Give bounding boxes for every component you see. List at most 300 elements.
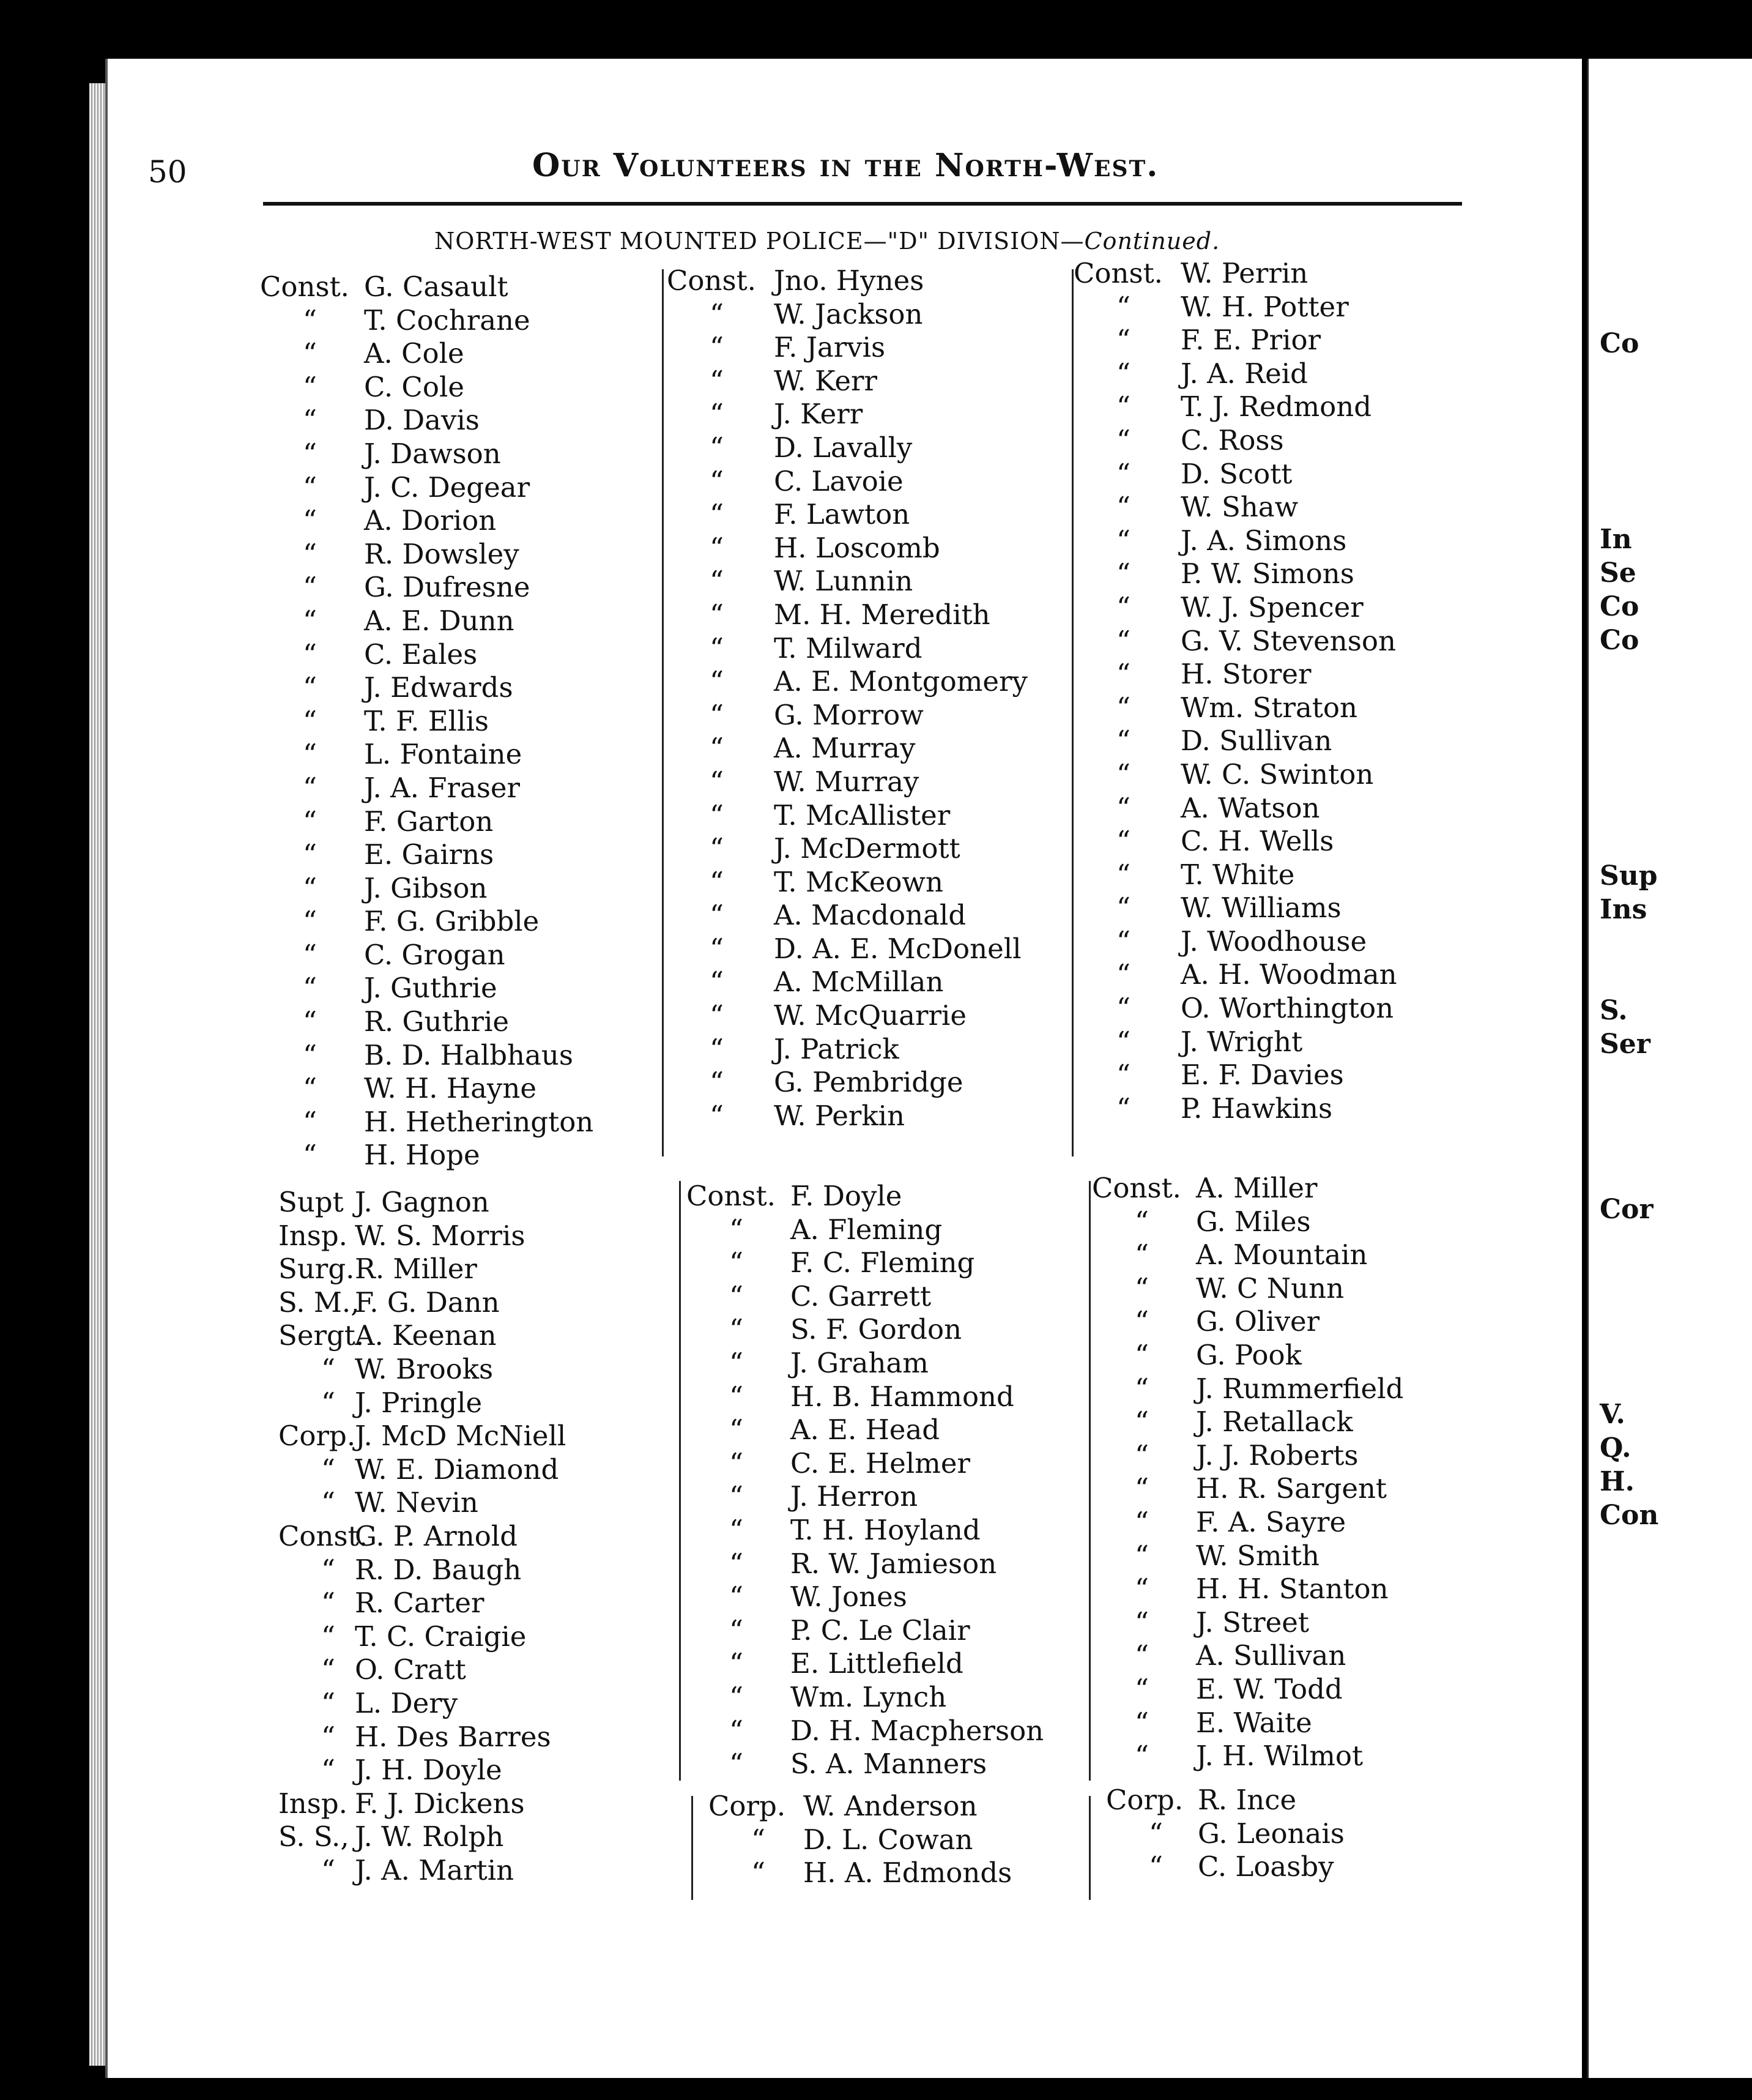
fragment: Ins — [1600, 894, 1647, 925]
roster-entry — [260, 838, 651, 872]
rank-label: “ — [1116, 925, 1131, 958]
roster-entry — [686, 1480, 1090, 1514]
member-name: R. Miller — [355, 1253, 477, 1286]
member-name: J. Patrick — [774, 1032, 899, 1065]
member-name: G. Casault — [364, 270, 508, 303]
member-name: W. S. Morris — [355, 1219, 525, 1252]
member-name: T. Cochrane — [364, 303, 530, 337]
member-name: W. E. Diamond — [355, 1453, 559, 1486]
rank-label: “ — [1116, 557, 1131, 590]
member-name: F. Doyle — [790, 1180, 902, 1212]
member-name: W. Nevin — [355, 1486, 478, 1519]
roster-entry — [1074, 992, 1477, 1026]
roster-entry — [278, 1754, 670, 1787]
roster-entry — [1092, 1639, 1496, 1673]
rank-label: “ — [1135, 1406, 1149, 1439]
roster-entry — [278, 1253, 670, 1286]
rank-label: “ — [1116, 892, 1131, 925]
roster-entry — [667, 565, 1071, 598]
roster-entry — [1074, 1059, 1477, 1092]
member-name: A. Watson — [1181, 791, 1320, 824]
rank-label: “ — [710, 631, 724, 665]
roster-entry — [278, 1186, 670, 1219]
member-name: W. Murray — [774, 765, 919, 798]
member-name: H. R. Sargent — [1196, 1472, 1387, 1505]
member-name: J. Gagnon — [355, 1186, 489, 1218]
roster-entry — [1074, 458, 1477, 491]
member-name: P. C. Le Clair — [790, 1614, 970, 1647]
member-name: E. F. Davies — [1181, 1059, 1344, 1092]
roster-entry — [1074, 658, 1477, 691]
roster-entry — [1074, 390, 1477, 424]
rank-label: “ — [710, 1099, 724, 1132]
member-name: F. A. Sayre — [1196, 1505, 1346, 1538]
member-name: D. A. E. McDonell — [774, 932, 1022, 965]
roster-entry — [1092, 1372, 1496, 1406]
member-name: G. Pook — [1196, 1338, 1302, 1371]
member-name: J. Graham — [790, 1346, 929, 1379]
member-name: G. Dufresne — [364, 571, 530, 604]
roster-entry — [1074, 357, 1477, 391]
rank-label: “ — [1116, 1092, 1131, 1125]
rank-label: “ — [1116, 992, 1131, 1025]
roster-entry — [260, 1039, 651, 1073]
member-name: J. Edwards — [364, 671, 513, 704]
rank-label: “ — [1135, 1338, 1149, 1371]
member-name: E. W. Todd — [1196, 1672, 1343, 1705]
roster-entry — [667, 264, 1071, 298]
roster-entry — [667, 431, 1071, 465]
member-name: A. Miller — [1196, 1172, 1318, 1204]
roster-entry — [1092, 1238, 1496, 1272]
member-name: G. Leonais — [1198, 1817, 1345, 1850]
rank-label: “ — [321, 1486, 336, 1519]
member-name: W. Brooks — [355, 1352, 494, 1385]
roster-entry — [260, 337, 651, 371]
rank-label: “ — [710, 565, 724, 598]
member-name: R. Carter — [355, 1587, 484, 1620]
member-name: T. McAllister — [774, 799, 951, 832]
rank-label: “ — [1135, 1539, 1149, 1572]
rank-label: “ — [1116, 658, 1131, 691]
member-name: D. Lavally — [774, 431, 913, 464]
fragment: Ser — [1600, 1029, 1650, 1060]
roster-entry — [1074, 892, 1477, 925]
rank-label: “ — [729, 1614, 744, 1647]
roster-entry — [260, 939, 651, 972]
rank-label: “ — [729, 1547, 744, 1580]
roster-entry — [667, 498, 1071, 532]
member-name: P. Hawkins — [1181, 1092, 1333, 1125]
member-name: M. H. Meredith — [774, 598, 990, 631]
roster-entry — [686, 1413, 1090, 1447]
rank-label: “ — [321, 1553, 336, 1586]
rank-label: “ — [303, 537, 317, 570]
rank-label: “ — [303, 471, 317, 504]
member-name: J. C. Degear — [364, 471, 530, 504]
roster-entry — [1092, 1172, 1496, 1205]
rank-label: “ — [1116, 390, 1131, 423]
rank-label: “ — [321, 1453, 336, 1486]
rank-label: “ — [1116, 324, 1131, 357]
member-name: A. E. Head — [790, 1413, 940, 1447]
member-name: A. E. Montgomery — [774, 665, 1028, 698]
roster-entry — [1074, 557, 1477, 591]
roster-entry — [708, 1823, 1088, 1857]
roster-entry — [667, 933, 1071, 966]
member-name: R. Ince — [1198, 1784, 1297, 1816]
roster-entry — [1092, 1439, 1496, 1473]
roster-entry — [278, 1653, 670, 1687]
rank-label: Corp. — [708, 1790, 786, 1822]
member-name: A. Dorion — [364, 504, 497, 537]
rank-label: “ — [1135, 1205, 1149, 1238]
rank-label: “ — [321, 1653, 336, 1686]
member-name: W. H. Potter — [1181, 290, 1349, 323]
roster-entry — [278, 1486, 670, 1520]
rank-label: “ — [303, 805, 317, 838]
member-name: W. C Nunn — [1196, 1272, 1345, 1305]
roster-entry — [260, 471, 651, 505]
rank-label: “ — [710, 364, 724, 397]
roster-entry — [686, 1347, 1090, 1380]
rank-label: “ — [1116, 491, 1131, 524]
member-name: T. White — [1181, 858, 1295, 891]
fragment: Se — [1600, 557, 1636, 589]
rank-label: “ — [729, 1413, 744, 1447]
roster-entry — [278, 1420, 670, 1453]
rank-label: Const. — [1092, 1172, 1181, 1204]
roster-entry — [667, 331, 1071, 365]
member-name: W. H. Hayne — [364, 1072, 536, 1105]
member-name: Jno. Hynes — [774, 264, 924, 297]
member-name: W. McQuarrie — [774, 999, 967, 1032]
fragment: Con — [1600, 1500, 1659, 1531]
division-title: NORTH-WEST MOUNTED POLICE—"D" DIVISION— — [434, 228, 1085, 255]
member-name: R. W. Jamieson — [790, 1547, 997, 1580]
member-name: J. Gibson — [364, 871, 488, 904]
member-name: W. C. Swinton — [1181, 758, 1374, 791]
roster-entry — [667, 732, 1071, 765]
roster-entry — [260, 1072, 651, 1106]
member-name: A. Fleming — [790, 1213, 943, 1246]
member-name: E. Waite — [1196, 1706, 1312, 1739]
rank-label: “ — [710, 765, 724, 798]
member-name: A. Macdonald — [774, 899, 967, 932]
roster-entry — [278, 1854, 670, 1888]
rank-label: “ — [1116, 691, 1131, 724]
roster-entry — [1074, 925, 1477, 959]
rank-label: “ — [710, 1066, 724, 1099]
facing-page — [1587, 59, 1752, 2078]
roster-entry — [686, 1514, 1090, 1547]
member-name: W. Perkin — [774, 1099, 905, 1132]
roster-entry — [1092, 1272, 1496, 1306]
rank-label: “ — [1149, 1850, 1164, 1883]
running-title: Our Volunteers in the North-West. — [532, 147, 1159, 184]
roster-entry — [667, 632, 1071, 666]
rank-label: “ — [1135, 1672, 1149, 1705]
roster-entry — [667, 1100, 1071, 1133]
roster-entry — [667, 665, 1071, 699]
member-name: J. H. Doyle — [355, 1754, 502, 1787]
rank-label: “ — [1116, 624, 1131, 657]
roster-entry — [260, 705, 651, 739]
member-name: C. Ross — [1181, 423, 1284, 456]
member-name: Wm. Straton — [1181, 691, 1357, 724]
roster-entry — [278, 1721, 670, 1754]
roster-entry — [686, 1213, 1090, 1247]
roster-entry — [1074, 591, 1477, 625]
rank-label: “ — [303, 1105, 317, 1138]
member-name: W. Jones — [790, 1581, 907, 1614]
rank-label: “ — [729, 1647, 744, 1680]
rank-label: “ — [710, 865, 724, 898]
roster-entry — [1092, 1205, 1496, 1239]
roster-entry — [1074, 524, 1477, 558]
rank-label: “ — [303, 1072, 317, 1105]
roster-entry — [1092, 1573, 1496, 1606]
rank-label: “ — [303, 1005, 317, 1038]
roster-entry — [1074, 625, 1477, 658]
rank-label: “ — [1116, 590, 1131, 624]
rank-label: “ — [751, 1856, 766, 1890]
member-name: J. Retallack — [1196, 1406, 1353, 1439]
member-name: F. G. Dann — [355, 1286, 500, 1319]
roster-entry — [1092, 1740, 1496, 1773]
rank-label: “ — [710, 331, 724, 364]
roster-entry — [260, 638, 651, 672]
rank-label: “ — [1116, 1059, 1131, 1092]
rank-label: “ — [1116, 758, 1131, 791]
member-name: C. Grogan — [364, 938, 505, 971]
member-name: W. Jackson — [774, 297, 923, 330]
roster-entry — [1074, 691, 1477, 725]
rank-label: “ — [710, 531, 724, 564]
rank-label: “ — [1135, 1238, 1149, 1272]
member-name: F. J. Dickens — [355, 1787, 525, 1820]
member-name: T. McKeown — [774, 865, 943, 898]
roster-entry — [260, 371, 651, 404]
member-name: T. Milward — [774, 631, 922, 665]
member-name: C. Lavoie — [774, 464, 904, 497]
rank-label: “ — [303, 771, 317, 804]
member-name: H. Des Barres — [355, 1720, 551, 1753]
rank-label: “ — [710, 698, 724, 731]
rank-label: “ — [710, 297, 724, 330]
roster-entry — [667, 465, 1071, 499]
rank-label: “ — [710, 598, 724, 631]
rank-label: “ — [303, 437, 317, 470]
column-divider — [691, 1796, 693, 1900]
member-name: A. Mountain — [1196, 1238, 1368, 1272]
member-name: C. Cole — [364, 370, 464, 403]
roster-entry — [667, 999, 1071, 1033]
rank-label: “ — [303, 303, 317, 337]
roster-entry — [667, 799, 1071, 833]
member-name: J. J. Roberts — [1196, 1439, 1359, 1472]
roster-entry — [686, 1647, 1090, 1681]
rank-label: “ — [321, 1352, 336, 1385]
member-name: H. Hope — [364, 1139, 480, 1172]
roster-entry — [1074, 958, 1477, 992]
roster-entry — [278, 1620, 670, 1654]
member-name: W. Kerr — [774, 364, 878, 397]
member-name: G. Morrow — [774, 698, 924, 731]
member-name: F. Lawton — [774, 498, 910, 531]
roster-entry — [686, 1748, 1090, 1781]
roster-entry — [1092, 1707, 1496, 1740]
member-name: Wm. Lynch — [790, 1680, 947, 1713]
roster-entry — [278, 1687, 670, 1721]
roster-entry — [686, 1180, 1090, 1213]
rank-label: “ — [1135, 1305, 1149, 1338]
member-name: G. Oliver — [1196, 1305, 1320, 1338]
member-name: S. A. Manners — [790, 1748, 987, 1781]
member-name: L. Fontaine — [364, 738, 522, 771]
roster-entry — [686, 1447, 1090, 1481]
member-name: A. H. Woodman — [1181, 958, 1397, 991]
rank-label: “ — [1135, 1740, 1149, 1773]
roster-entry — [260, 805, 651, 839]
roster-entry — [260, 772, 651, 805]
member-name: C. Loasby — [1198, 1850, 1334, 1883]
roster-entry — [260, 304, 651, 338]
member-name: T. J. Redmond — [1181, 390, 1372, 423]
roster-entry — [1092, 1673, 1496, 1707]
fragment: H. — [1600, 1466, 1635, 1497]
member-name: J. A. Simons — [1181, 524, 1347, 557]
rank-label: “ — [710, 999, 724, 1032]
rank-label: “ — [751, 1823, 766, 1856]
roster-entry — [260, 738, 651, 772]
member-name: L. Dery — [355, 1686, 458, 1719]
member-name: F. Jarvis — [774, 331, 886, 364]
roster-entry — [260, 1106, 651, 1139]
roster-entry — [686, 1681, 1090, 1715]
rank-label: “ — [303, 1038, 317, 1071]
roster-entry — [1074, 758, 1477, 792]
member-name: F. E. Prior — [1181, 324, 1321, 357]
roster-entry — [260, 438, 651, 471]
member-name: J. Pringle — [355, 1386, 483, 1419]
roster-entry — [1074, 792, 1477, 825]
member-name: R. D. Baugh — [355, 1553, 522, 1586]
member-name: S. F. Gordon — [790, 1313, 962, 1346]
roster-entry — [278, 1286, 670, 1320]
member-name: D. H. Macpherson — [790, 1714, 1044, 1747]
roster-entry — [260, 1005, 651, 1039]
rank-label: “ — [1135, 1606, 1149, 1639]
roster-entry — [708, 1790, 1088, 1823]
rank-label: “ — [710, 665, 724, 698]
member-name: G. Pembridge — [774, 1066, 963, 1099]
roster-entry — [278, 1587, 670, 1620]
rank-label: “ — [321, 1754, 336, 1787]
rank-label: “ — [710, 1032, 724, 1065]
member-name: D. Davis — [364, 404, 480, 437]
rank-label: “ — [729, 1513, 744, 1546]
member-name: A. Murray — [774, 732, 916, 765]
rank-label: “ — [729, 1246, 744, 1279]
member-name: B. D. Halbhaus — [364, 1038, 573, 1071]
rank-label: “ — [1135, 1639, 1149, 1672]
rank-label: Surg. — [278, 1253, 355, 1286]
roster-entry — [278, 1387, 670, 1420]
continued-label: Continued. — [1084, 228, 1220, 255]
rank-label: “ — [303, 871, 317, 904]
member-name: J. Guthrie — [364, 972, 497, 1005]
fragment: Co — [1600, 328, 1639, 359]
rank-label: “ — [1116, 457, 1131, 490]
member-name: E. Gairns — [364, 838, 494, 871]
roster-entry — [686, 1313, 1090, 1347]
member-name: J. Herron — [790, 1480, 918, 1513]
rank-label: “ — [1116, 958, 1131, 991]
column-divider — [1089, 1796, 1091, 1900]
member-name: T. F. Ellis — [364, 704, 489, 737]
roster-entry — [667, 598, 1071, 632]
rank-label: “ — [303, 704, 317, 737]
roster-entry — [1074, 424, 1477, 458]
rank-label: “ — [321, 1386, 336, 1419]
roster-entry — [260, 671, 651, 705]
member-name: E. Littlefield — [790, 1647, 963, 1680]
fragment: In — [1600, 524, 1632, 555]
roster-entry — [260, 872, 651, 906]
member-name: F. C. Fleming — [790, 1246, 975, 1279]
rank-label: “ — [303, 404, 317, 437]
col3-corp-list — [1106, 1784, 1485, 1884]
roster-entry — [1074, 291, 1477, 324]
member-name: C. E. Helmer — [790, 1447, 970, 1480]
rank-label: “ — [303, 905, 317, 938]
member-name: J. Rummerfield — [1196, 1372, 1404, 1405]
roster-entry — [667, 832, 1071, 866]
rank-label: “ — [1149, 1817, 1164, 1850]
member-name: J. A. Reid — [1181, 357, 1308, 390]
rank-label: “ — [1116, 1025, 1131, 1058]
rank-label: “ — [1135, 1439, 1149, 1472]
rank-label: “ — [710, 732, 724, 765]
roster-entry — [667, 1066, 1071, 1100]
member-name: J. McDermott — [774, 832, 960, 865]
roster-entry — [260, 571, 651, 605]
rank-label: “ — [729, 1480, 744, 1513]
member-name: W. Smith — [1196, 1539, 1320, 1572]
roster-entry — [1074, 825, 1477, 858]
rank-label: “ — [303, 838, 317, 871]
fragment: Co — [1600, 591, 1639, 622]
roster-entry — [1092, 1339, 1496, 1372]
member-name: A. E. Dunn — [364, 604, 514, 637]
col2-corp-list — [708, 1790, 1088, 1890]
page-number: 50 — [148, 154, 187, 190]
roster-entry — [260, 605, 651, 638]
roster-entry — [1092, 1305, 1496, 1339]
member-name: A. McMillan — [774, 966, 944, 999]
roster-entry — [1106, 1850, 1485, 1884]
rank-label: “ — [1116, 825, 1131, 858]
rank-label: Sergt. — [278, 1319, 365, 1352]
col1-top-list — [260, 270, 651, 1172]
member-name: O. Cratt — [355, 1653, 466, 1686]
member-name: J. Dawson — [364, 437, 501, 470]
rank-label: “ — [729, 1714, 744, 1747]
roster-entry — [686, 1246, 1090, 1280]
member-name: H. H. Stanton — [1196, 1573, 1389, 1606]
rank-label: “ — [1135, 1573, 1149, 1606]
